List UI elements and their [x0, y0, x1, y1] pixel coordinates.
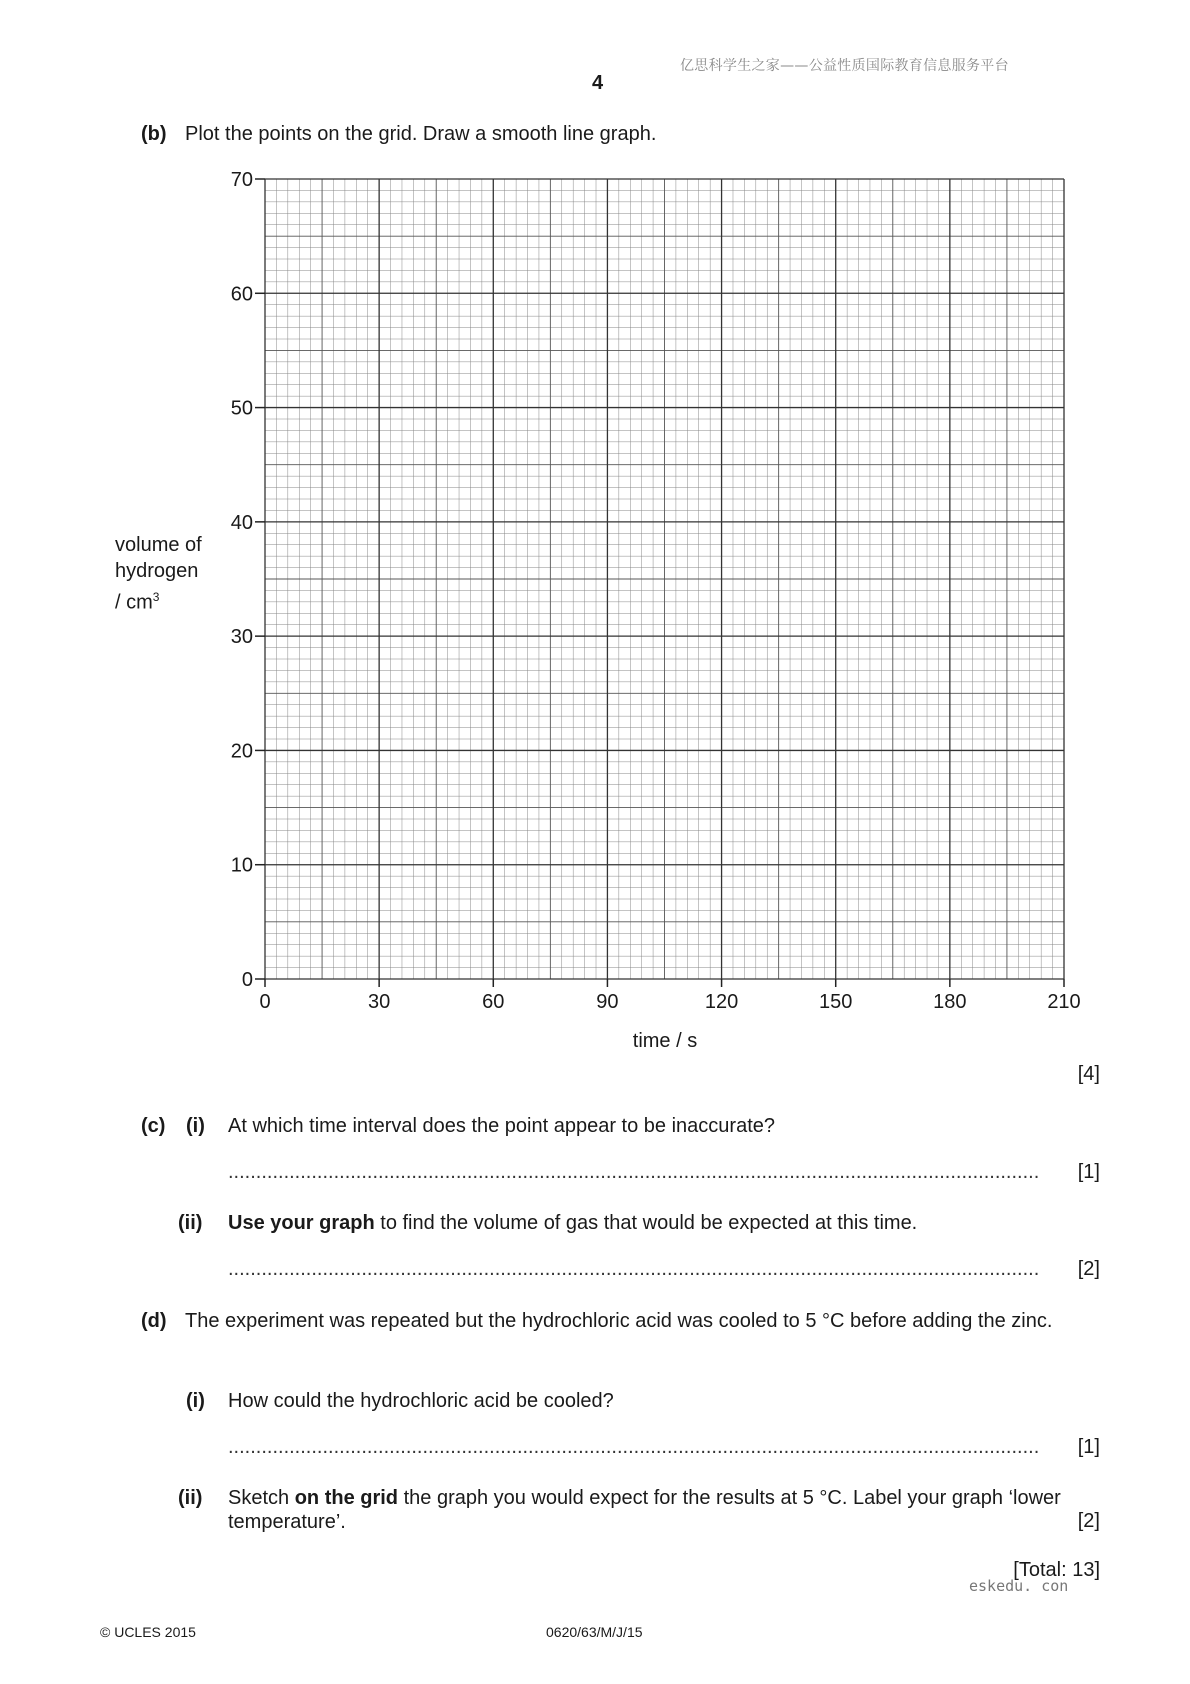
page-number: 4 [592, 72, 604, 94]
header-watermark: 亿思科学生之家——公益性质国际教育信息服务平台 [680, 58, 1009, 74]
y-tick-label: 50 [230, 397, 253, 420]
x-tick-label: 150 [819, 991, 853, 1013]
y-tick-label: 70 [230, 169, 253, 191]
answer-line-c-i[interactable]: .................................................................................................................................................. [228, 1161, 1040, 1183]
part-d-i-marks: [1] [1077, 1436, 1100, 1458]
x-tick-label: 0 [259, 991, 271, 1013]
half-grid-lines [265, 179, 1064, 979]
y-axis-label-line1: volume of [115, 534, 202, 556]
part-d-label: (d) [141, 1310, 167, 1332]
y-tick-label: 30 [230, 626, 253, 649]
part-c-ii-text: Use your graph to find the volume of gas that would be expected at this time. [228, 1212, 918, 1234]
part-c-ii-label: (ii) [178, 1212, 203, 1234]
part-d-ii-text: Sketch on the grid the graph you would expect for the results at 5 °C. Label your graph ‘lower temperature’. [228, 1487, 1061, 1533]
y-tick-label: 10 [230, 854, 253, 877]
part-d-i-label: (i) [186, 1390, 205, 1412]
x-tick-label: 30 [368, 991, 391, 1013]
axis-tick-labels [231, 169, 1081, 1013]
answer-line-c-ii[interactable]: .................................................................................................................................................. [228, 1258, 1040, 1280]
axis-ticks [255, 179, 1064, 987]
part-b-text: Plot the points on the grid. Draw a smooth line graph. [185, 123, 657, 145]
y-axis-label-line3: / $cm^3$ [115, 590, 160, 614]
footer-paper-code: 0620/63/M/J/15 [546, 1624, 643, 1640]
x-tick-label: 210 [1047, 991, 1081, 1013]
footer-copyright: © UCLES 2015 [100, 1624, 196, 1640]
x-tick-label: 120 [704, 991, 739, 1013]
x-tick-label: 60 [482, 991, 505, 1013]
part-b-label: (b) [141, 123, 167, 145]
part-d-text: The experiment was repeated but the hydrochloric acid was cooled to 5 °C before adding the zinc. [185, 1310, 1053, 1332]
part-c-i-text: At which time interval does the point appear to be inaccurate? [228, 1115, 775, 1137]
footer-site-watermark: eskedu. con [969, 1577, 1069, 1595]
part-c-ii-marks: [2] [1077, 1258, 1100, 1280]
part-d-ii-label: (ii) [178, 1487, 203, 1509]
part-c-i-label: (i) [186, 1115, 205, 1137]
total-marks: [Total: 13] [1013, 1559, 1100, 1581]
part-d-ii-marks: [2] [1077, 1510, 1100, 1532]
y-tick-label: 20 [230, 740, 253, 763]
y-tick-label: 40 [230, 511, 253, 534]
x-axis-label: time / s [632, 1030, 698, 1052]
part-c-i-marks: [1] [1077, 1161, 1100, 1183]
answer-line-d-i[interactable]: .................................................................................................................................................. [228, 1436, 1040, 1458]
y-tick-label: 0 [241, 969, 253, 991]
part-b-marks: [4] [1077, 1063, 1100, 1085]
y-axis-label-line2: hydrogen [115, 560, 199, 582]
x-tick-label: 90 [596, 991, 619, 1013]
part-c-label: (c) [141, 1115, 166, 1137]
part-d-i-text: How could the hydrochloric acid be cooled? [228, 1390, 614, 1412]
y-tick-label: 60 [230, 283, 253, 306]
x-tick-label: 180 [933, 991, 967, 1013]
